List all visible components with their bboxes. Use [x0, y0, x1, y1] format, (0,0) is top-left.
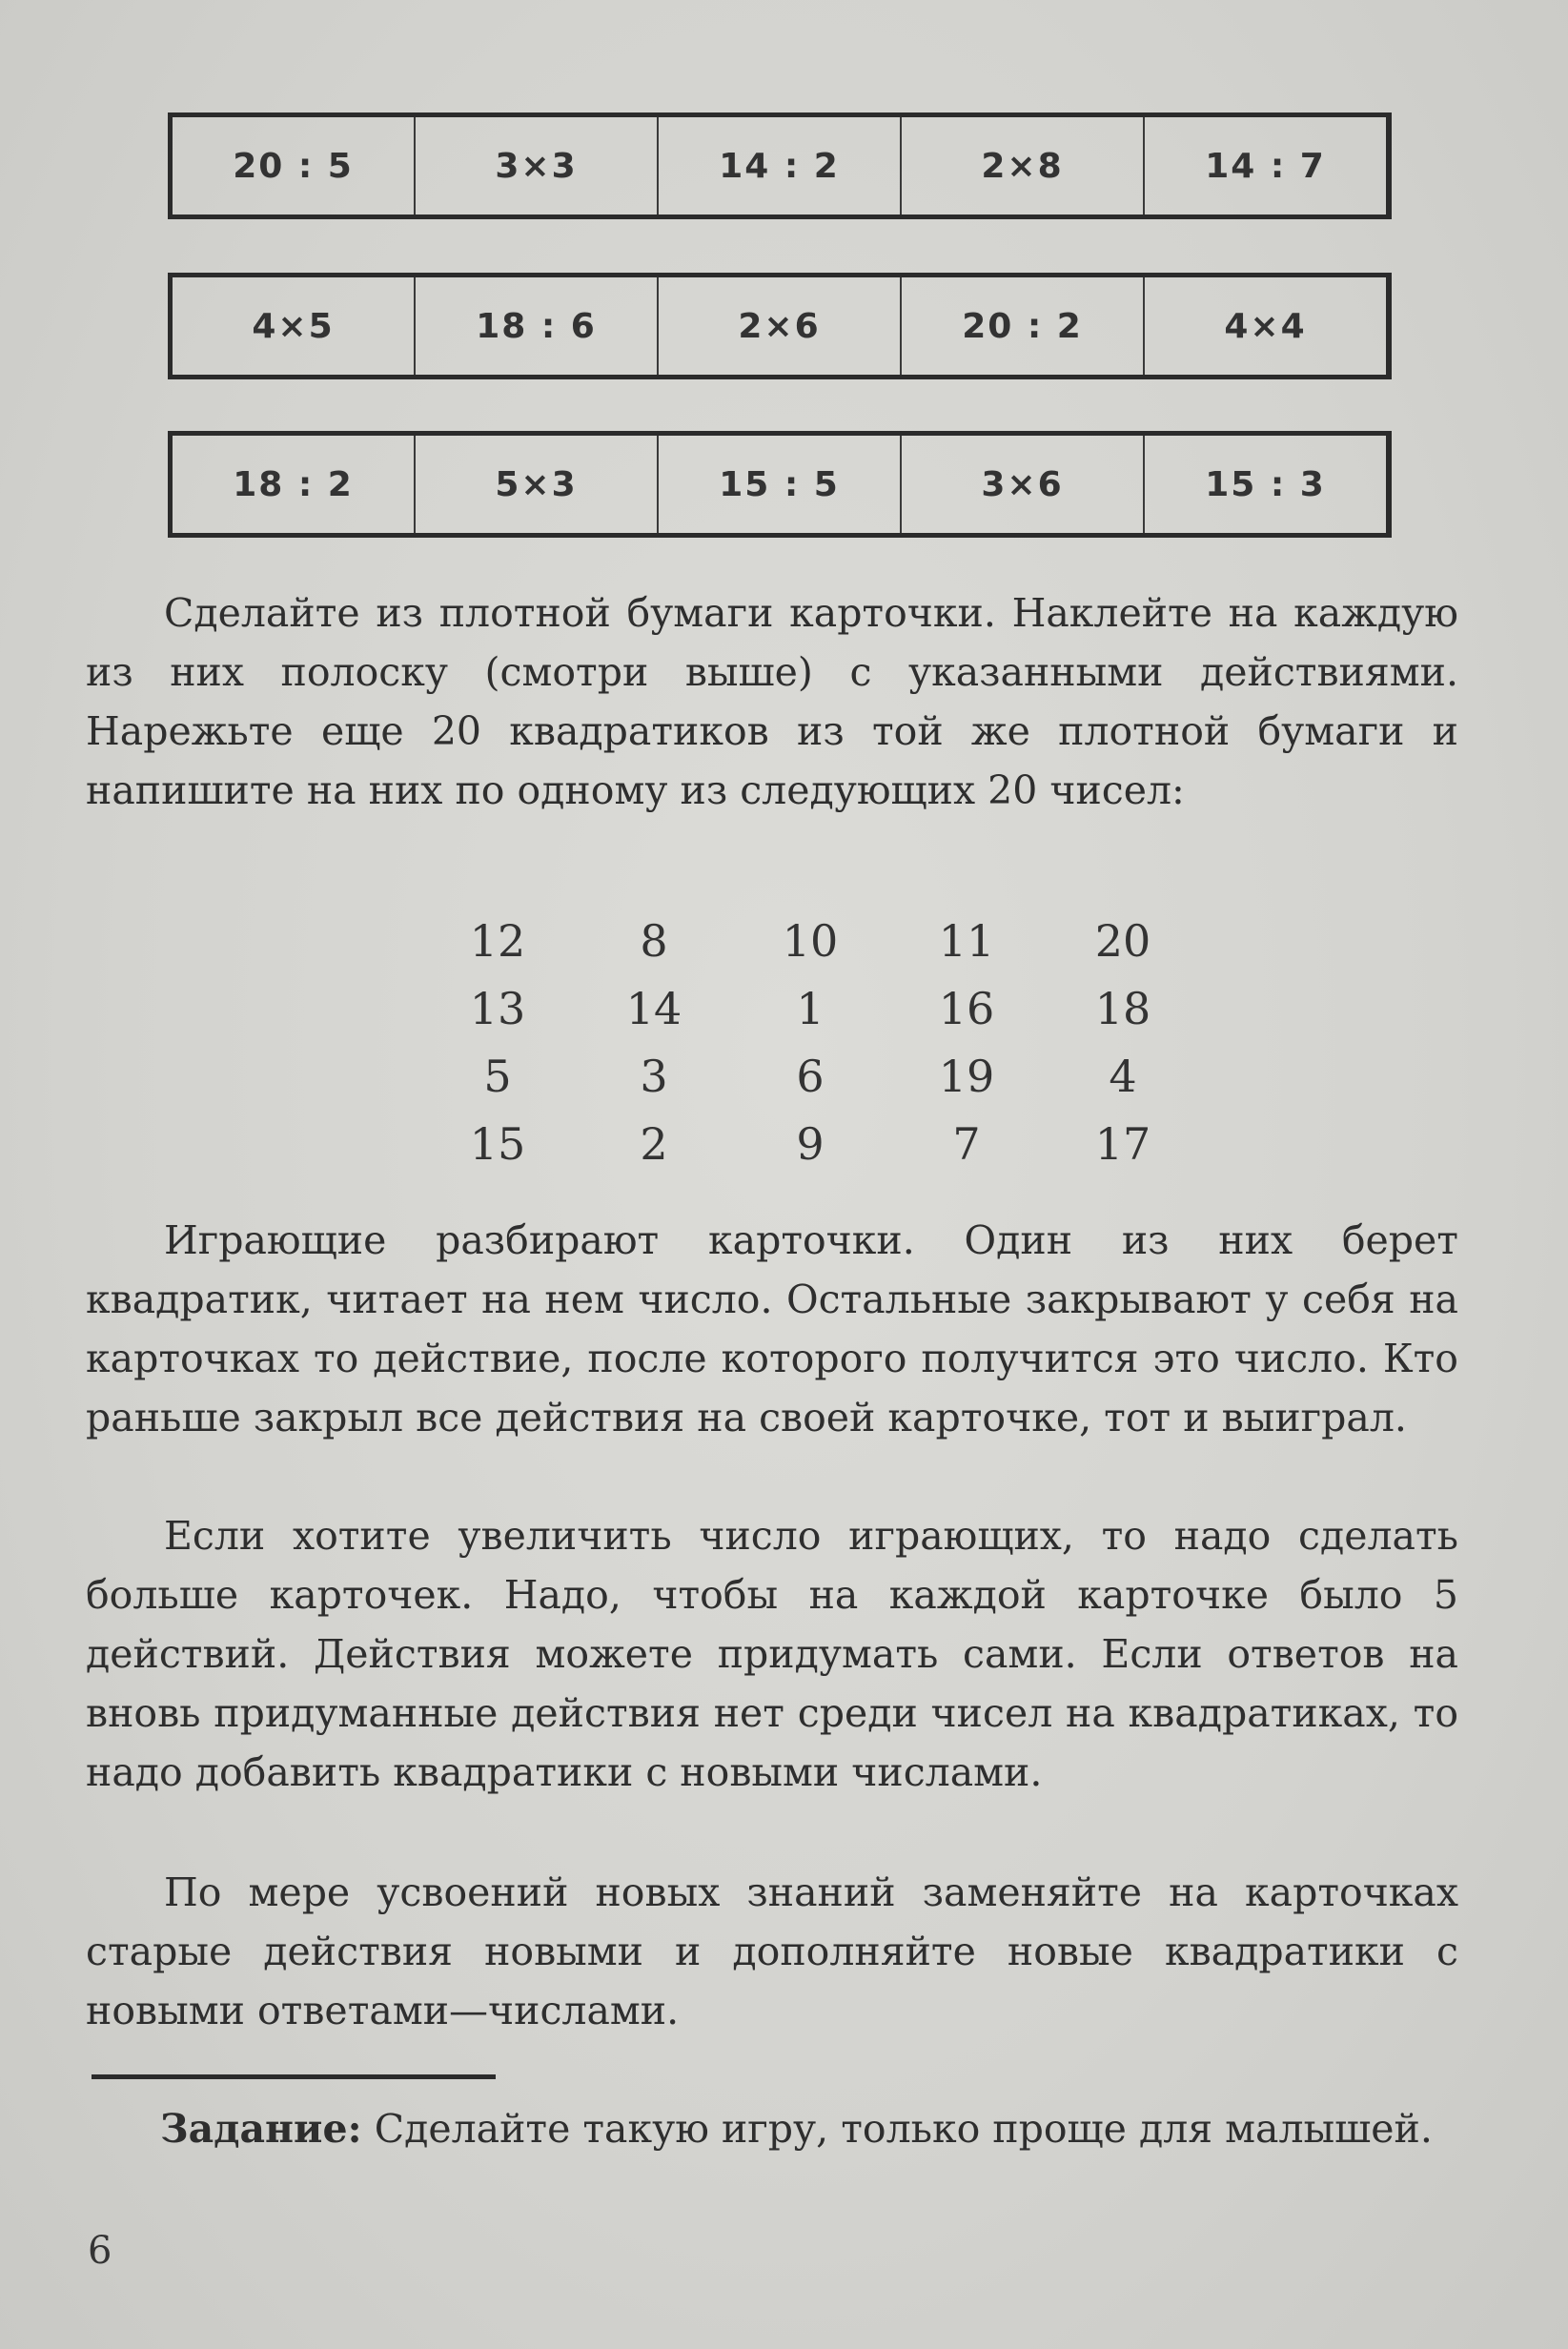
- task-label: Задание:: [160, 2106, 362, 2152]
- numbers-grid: [419, 908, 1201, 1178]
- number-value: 9: [796, 1118, 825, 1170]
- footnote-divider: [92, 2074, 496, 2079]
- number-value: 18: [1094, 983, 1151, 1034]
- number-value: 6: [796, 1051, 825, 1102]
- number-value: 1: [796, 983, 825, 1034]
- number-value: 3: [640, 1051, 668, 1102]
- number-value: 5: [483, 1051, 512, 1102]
- number-value: 15: [469, 1118, 526, 1170]
- task-text: Сделайте такую игру, только проще для малышей.: [361, 2106, 1433, 2152]
- card-cell: 4×5: [173, 277, 416, 375]
- card-cell: 15 : 5: [659, 436, 902, 533]
- number-value: 16: [938, 983, 995, 1034]
- card-cell: 18 : 6: [416, 277, 659, 375]
- card-strip-1: [168, 112, 1392, 219]
- number-value: 2: [640, 1118, 668, 1170]
- paragraph-rules: Играющие разбирают карточки. Один из них берет квадратик, читает на нем число. Остальные закрывают у себя на карточках то действие, после которого получится это число. Кто раньше закрыл все действия на своей карточке, тот и выиграл.: [86, 1217, 1458, 1440]
- number-value: 11: [938, 915, 995, 967]
- task-paragraph: [86, 2099, 1458, 2158]
- paragraph-more-players: Если хотите увеличить число играющих, то надо сделать больше карточек. Надо, чтобы на каждой карточке было 5 действий. Действия можете придумать сами. Если ответов на вновь придуманные действия нет среди чисел на квадратиках, то надо добавить квадратики с новыми числами.: [86, 1513, 1458, 1795]
- number-value: 14: [625, 983, 682, 1034]
- number-value: 10: [782, 915, 839, 967]
- card-cell: 20 : 5: [173, 117, 416, 214]
- card-cell: 5×3: [416, 436, 659, 533]
- paragraph-progression: По мере усвоений новых знаний заменяйте на карточках старые действия новыми и дополняйте новые квадратики с новыми ответами—числами.: [86, 1869, 1458, 2033]
- number-value: 19: [938, 1051, 995, 1102]
- paragraph-instructions: Сделайте из плотной бумаги карточки. Наклейте на каждую из них полоску (смотри выше) с указанными действиями. Нарежьте еще 20 квадратиков из той же плотной бумаги и напишите на них по одному из следующих 20 чисел:: [86, 590, 1458, 813]
- number-value: 8: [640, 915, 668, 967]
- card-cell: 2×8: [902, 117, 1145, 214]
- page-number: 6: [88, 2229, 112, 2273]
- number-value: 7: [952, 1118, 981, 1170]
- card-cell: 18 : 2: [173, 436, 416, 533]
- card-cell: 15 : 3: [1205, 464, 1326, 504]
- card-cell: 3×3: [416, 117, 659, 214]
- number-value: 13: [469, 983, 526, 1034]
- card-cell: 14 : 2: [659, 117, 902, 214]
- card-cell: 20 : 2: [902, 277, 1145, 375]
- card-cell: 14 : 7: [1205, 146, 1326, 186]
- number-value: 4: [1109, 1051, 1137, 1102]
- number-value: 20: [1094, 915, 1151, 967]
- card-cell: 2×6: [659, 277, 902, 375]
- card-strip-3: [168, 431, 1392, 538]
- card-cell: 3×6: [902, 436, 1145, 533]
- number-value: 17: [1094, 1118, 1151, 1170]
- number-value: 12: [469, 915, 526, 967]
- card-strip-2: [168, 273, 1392, 379]
- card-cell: 4×4: [1224, 306, 1307, 346]
